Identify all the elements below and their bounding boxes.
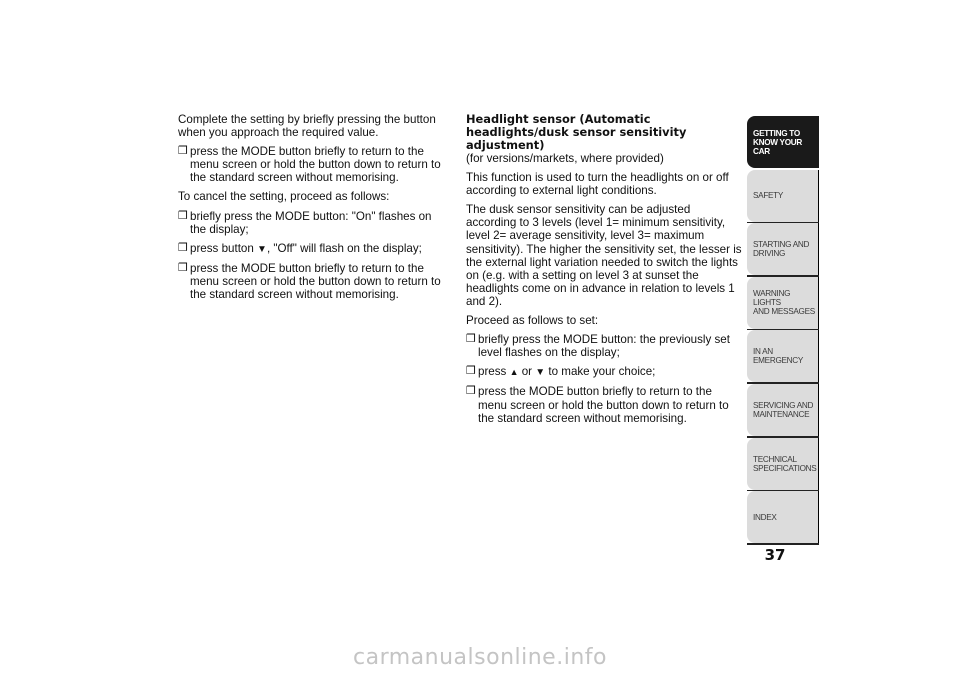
bullet-text-pre: press [478, 365, 510, 379]
bullet-text: briefly press the MODE button: "On" flashes on the display; [190, 209, 432, 236]
paragraph: This function is used to turn the headlights on or off according to external light conditions. [466, 171, 729, 198]
tab-safety[interactable] [747, 170, 819, 222]
tab-label: IN AN EMERGENCY [753, 347, 804, 366]
bullet-box-icon: ❒ [178, 209, 188, 222]
bullet-item [178, 242, 450, 256]
bullet-box-icon: ❒ [178, 145, 188, 158]
right-column [466, 113, 742, 431]
bullet-text-mid: or [518, 365, 536, 379]
tab-servicing-and-maintenance[interactable] [747, 384, 819, 436]
bullet-text-post: to make your choice; [545, 365, 656, 379]
bullet-box-icon: ❒ [466, 385, 476, 398]
left-column [178, 113, 450, 307]
tab-label: SAFETY [753, 191, 784, 201]
tab-in-an-emergency[interactable] [747, 330, 819, 382]
bullet-item [466, 385, 742, 424]
bullet-item [178, 262, 450, 301]
tab-divider [747, 543, 819, 545]
bullet-item [466, 333, 742, 359]
bullet-item [178, 145, 450, 184]
section-heading: Headlight sensor (Automatic headlights/dusk sensor sensitivity adjustment) [466, 112, 687, 152]
watermark: carmanualsonline.info [353, 645, 607, 670]
paragraph: The dusk sensor sensitivity can be adjusted according to 3 levels (level 1= minimum sensitivity, level 2= average sensitivity, level 3= maximum sensitivity). The higher the sensitivity set, the lesser is the external light variation needed to switch the lights on (e.g. with a setting on level 3 at sunset the headlights come on in advance in relation to levels 1 and 2). [466, 203, 742, 308]
proceed-text: Proceed as follows to set: [466, 314, 599, 328]
cancel-intro-text: To cancel the setting, proceed as follows: [178, 190, 390, 204]
bullet-text-pre: press button [190, 241, 258, 255]
bullet-text: press the MODE button briefly to return to the menu screen or hold the button down to return to the standard screen without memorising. [190, 145, 441, 185]
bullet-text: press the MODE button briefly to return to the menu screen or hold the button down to return to the standard screen without memorising. [190, 261, 441, 302]
tab-label: STARTING AND DRIVING [753, 240, 810, 259]
bullet-box-icon: ❒ [178, 261, 188, 274]
tab-label: INDEX [753, 512, 777, 522]
bullet-item [466, 365, 742, 379]
intro-text: Complete the setting by briefly pressing the button when you approach the required value. [178, 113, 436, 140]
tab-starting-and-driving[interactable] [747, 223, 819, 275]
bullet-box-icon: ❒ [178, 241, 188, 254]
chapter-tabs [747, 116, 819, 545]
tab-label: WARNING LIGHTS AND MESSAGES [753, 289, 815, 317]
bullet-text: briefly press the MODE button: the previously set level flashes on the display; [478, 333, 730, 360]
bullet-text-post: , "Off" will flash on the display; [266, 241, 422, 255]
tab-label: GETTING TO KNOW YOUR CAR [753, 128, 803, 156]
tab-getting-to-know-your-car[interactable] [747, 116, 819, 168]
tab-label: SERVICING AND MAINTENANCE [753, 400, 814, 419]
bullet-item [178, 210, 450, 236]
bullet-box-icon: ❒ [466, 333, 476, 346]
arrow-down-icon: ▼ [535, 367, 546, 379]
tab-technical-specifications[interactable] [747, 438, 819, 490]
arrow-up-icon: ▲ [509, 367, 519, 378]
section-subnote: (for versions/markets, where provided) [466, 152, 664, 165]
arrow-down-icon: ▼ [257, 243, 267, 255]
tab-index[interactable] [747, 491, 819, 543]
bullet-text: press the MODE button briefly to return to the menu screen or hold the button down to return to the standard screen without memorising. [478, 385, 729, 425]
tab-label: TECHNICAL SPECIFICATIONS [753, 454, 817, 473]
bullet-box-icon: ❒ [466, 365, 476, 378]
tab-warning-lights[interactable] [747, 277, 819, 329]
page-number: 37 [764, 546, 786, 564]
